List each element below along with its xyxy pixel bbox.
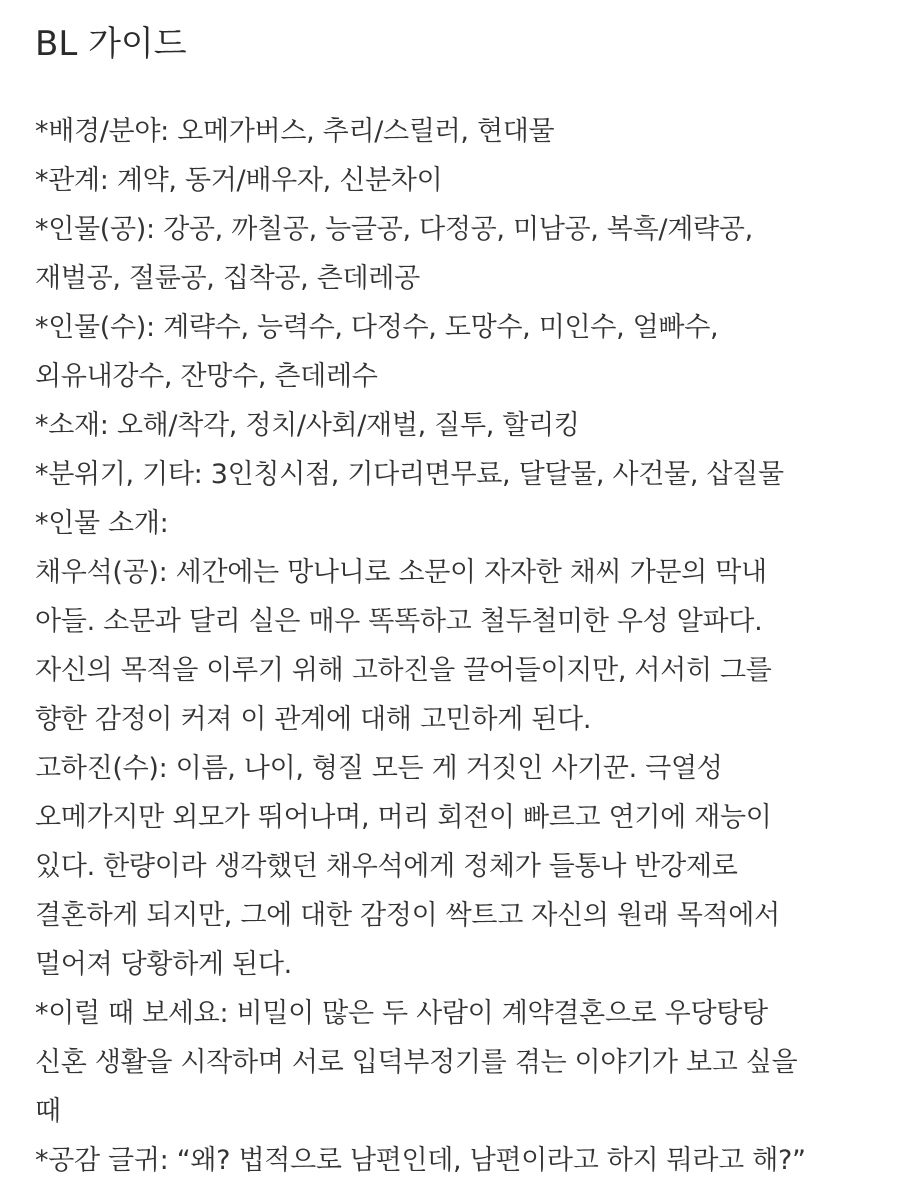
text-line-recommend-2: 신혼 생활을 시작하며 서로 입덕부정기를 겪는 이야기가 보고 싶을 xyxy=(35,1047,798,1078)
text-line-seme-tags-cont: 재벌공, 절륜공, 집착공, 츤데레공 xyxy=(35,263,420,294)
text-line-uke-tags-cont: 외유내강수, 잔망수, 츤데레수 xyxy=(35,361,378,392)
text-line-go-1: 고하진(수): 이름, 나이, 형질 모든 게 거짓인 사기꾼. 극열성 xyxy=(35,753,723,784)
text-line-recommend-3: 때 xyxy=(35,1096,61,1127)
text-line-chae-3: 자신의 목적을 이루기 위해 고하진을 끌어들이지만, 서서히 그를 xyxy=(35,655,772,686)
text-line-material: *소재: 오해/착각, 정치/사회/재벌, 질투, 할리킹 xyxy=(35,410,580,441)
text-line-chae-2: 아들. 소문과 달리 실은 매우 똑똑하고 철두철미한 우성 알파다. xyxy=(35,606,763,637)
text-line-go-4: 결혼하게 되지만, 그에 대한 감정이 싹트고 자신의 원래 목적에서 xyxy=(35,900,780,931)
text-line-uke-tags: *인물(수): 계략수, 능력수, 다정수, 도망수, 미인수, 얼빠수, xyxy=(35,312,719,343)
text-line-seme-tags: *인물(공): 강공, 까칠공, 능글공, 다정공, 미남공, 복흑/계략공, xyxy=(35,214,753,245)
text-line-relationship: *관계: 계약, 동거/배우자, 신분차이 xyxy=(35,165,443,196)
text-line-chae-1: 채우석(공): 세간에는 망나니로 소문이 자자한 채씨 가문의 막내 xyxy=(35,557,767,588)
text-line-quote: *공감 글귀: “왜? 법적으로 남편인데, 남편이라고 하지 뭐라고 해?” xyxy=(35,1145,806,1176)
text-line-background: *배경/분야: 오메가버스, 추리/스릴러, 현대물 xyxy=(35,116,555,147)
text-line-go-2: 오메가지만 외모가 뛰어나며, 머리 회전이 빠르고 연기에 재능이 xyxy=(35,802,772,833)
text-line-go-5: 멀어져 당황하게 된다. xyxy=(35,949,292,980)
text-line-recommend-1: *이럴 때 보세요: 비밀이 많은 두 사람이 계약결혼으로 우당탕탕 xyxy=(35,998,768,1029)
text-line-mood: *분위기, 기타: 3인칭시점, 기다리면무료, 달달물, 사건물, 삽질물 xyxy=(35,459,784,490)
document-body xyxy=(35,107,885,1185)
text-line-character-intro: *인물 소개: xyxy=(35,508,169,539)
text-line-go-3: 있다. 한량이라 생각했던 채우석에게 정체가 들통나 반강제로 xyxy=(35,851,738,882)
text-line-chae-4: 향한 감정이 커져 이 관계에 대해 고민하게 된다. xyxy=(35,704,592,735)
document-title: BL 가이드 xyxy=(35,24,187,64)
